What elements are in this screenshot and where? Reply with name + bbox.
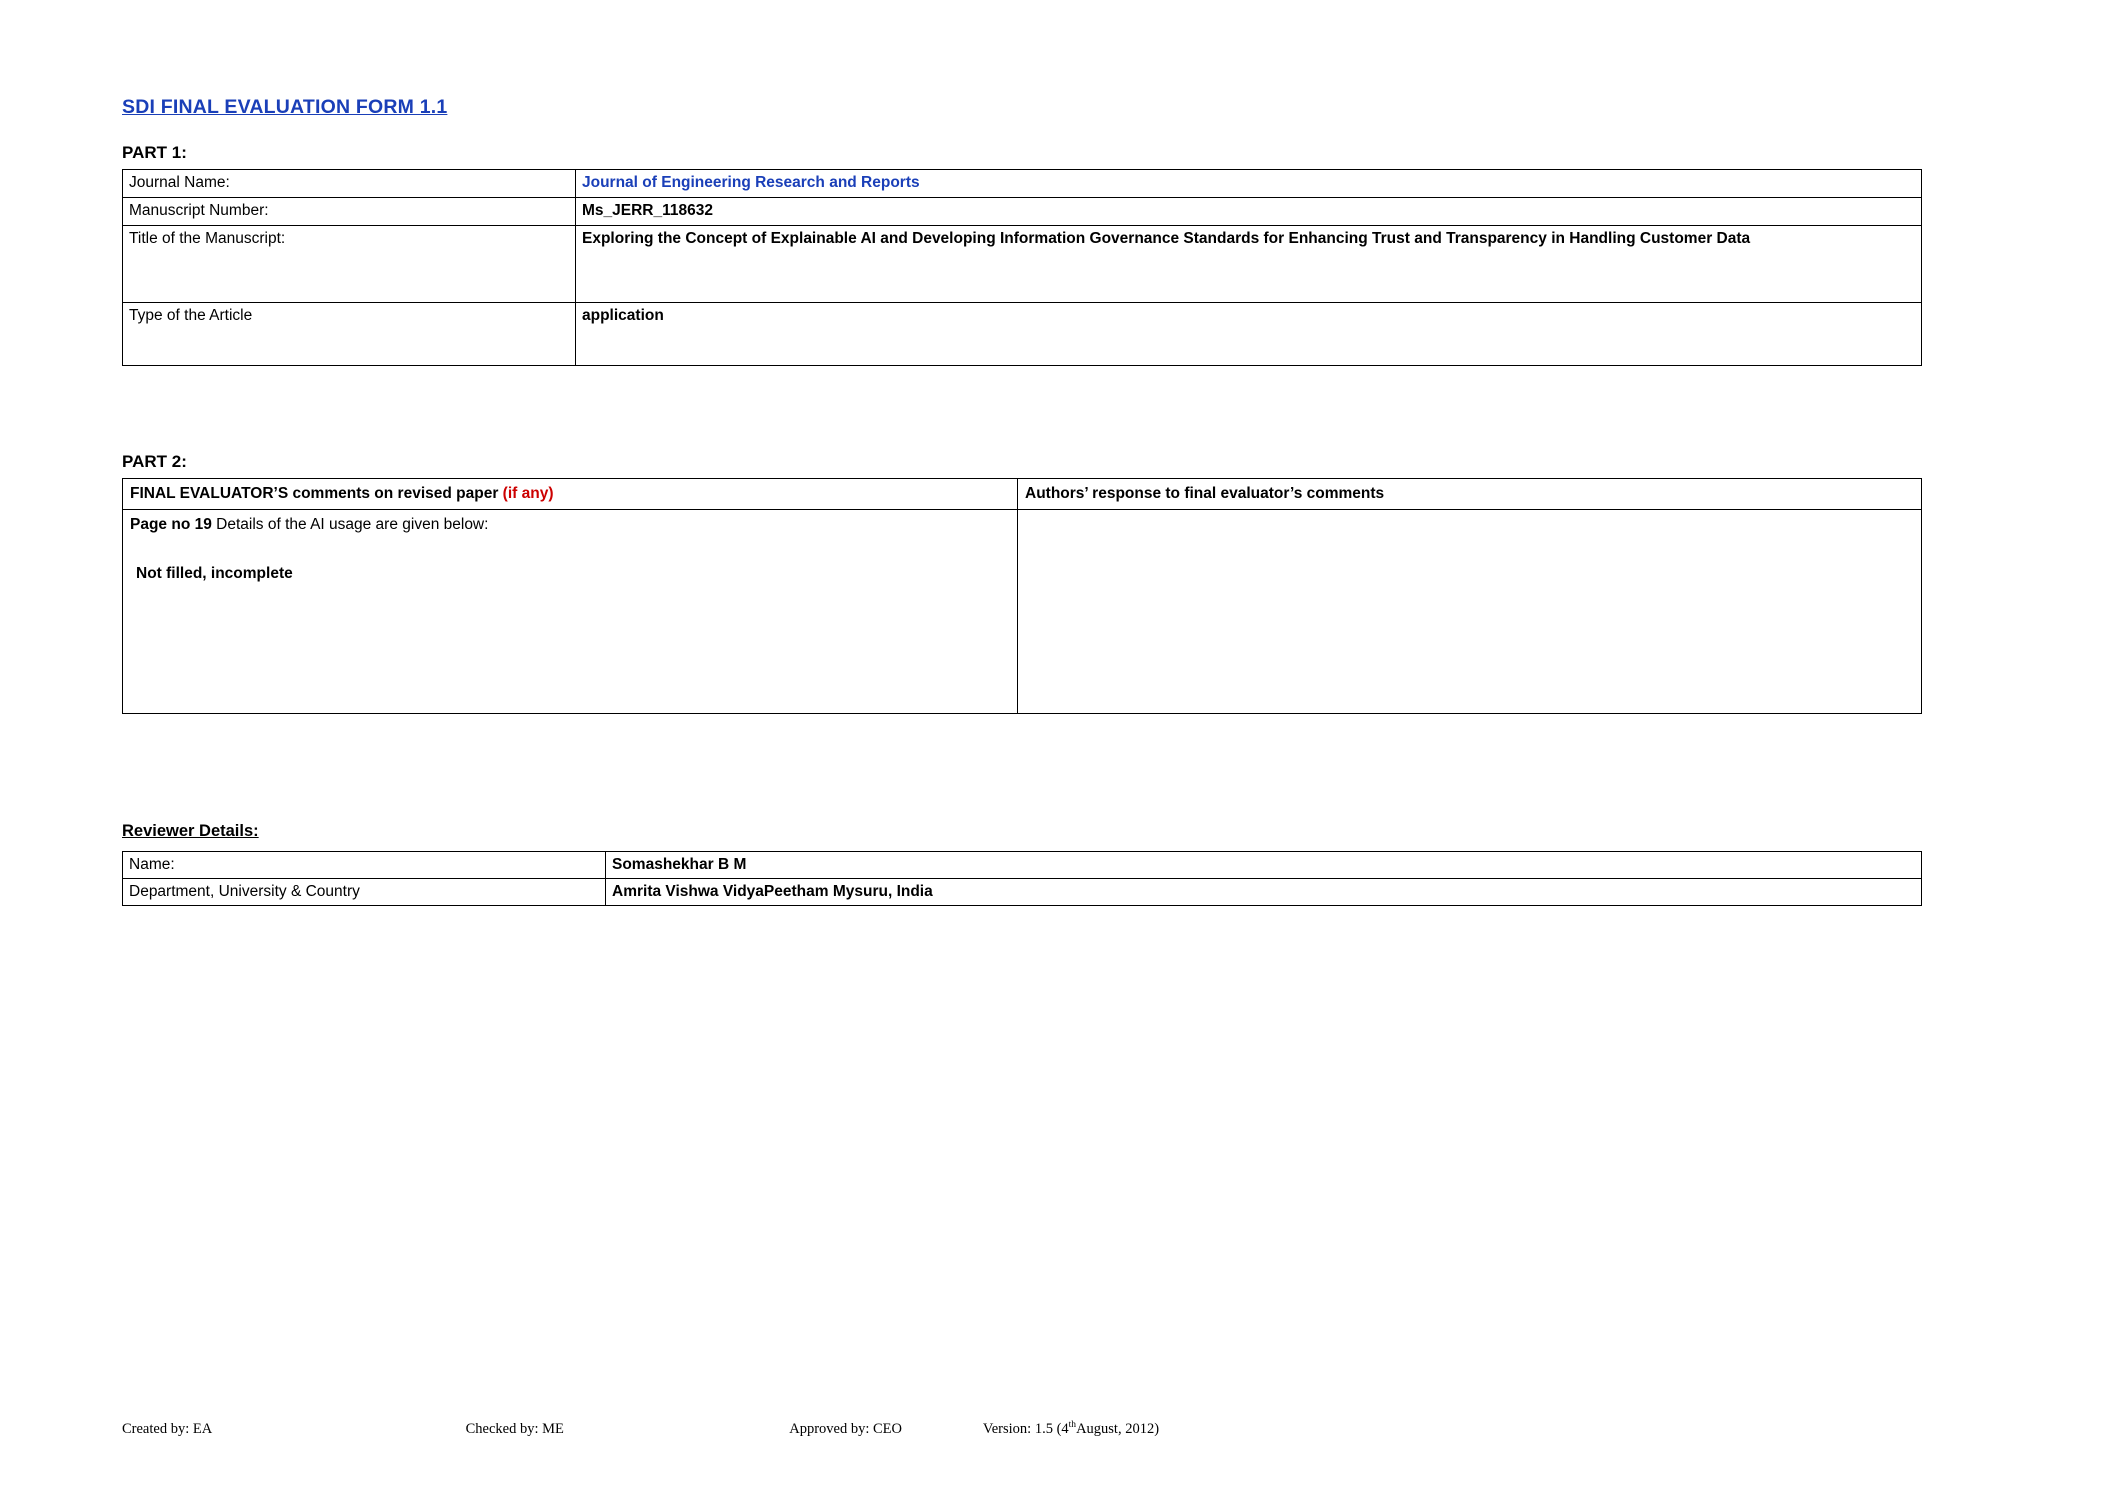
table-row: [123, 878, 1922, 905]
evaluator-comments-header-note: (if any): [502, 484, 554, 502]
footer-version-post: August, 2012): [1076, 1420, 1160, 1437]
table-row: [123, 851, 1922, 878]
page-footer: [122, 1420, 1922, 1438]
footer-approved-by: Approved by: CEO: [789, 1420, 903, 1437]
reviewer-affiliation-label: Department, University & Country: [123, 878, 606, 905]
table-row: [123, 170, 1922, 198]
journal-name-label: Journal Name:: [123, 170, 576, 198]
journal-name-value: Journal of Engineering Research and Reports: [576, 170, 1922, 198]
comment-page-no: Page no 19: [130, 515, 212, 533]
article-type-label: Type of the Article: [123, 302, 576, 365]
evaluator-comments-cell: [123, 509, 1018, 713]
reviewer-name-value: Somashekhar B M: [606, 851, 1922, 878]
authors-response-cell[interactable]: [1018, 509, 1922, 713]
table-row: [123, 302, 1922, 365]
authors-response-header: Authors’ response to final evaluator’s comments: [1018, 478, 1922, 509]
spacer-part2-reviewer: [122, 714, 1922, 822]
table-row: [123, 225, 1922, 302]
part1-table: [122, 169, 1922, 366]
manuscript-title-label: Title of the Manuscript:: [123, 225, 576, 302]
document-content: [122, 96, 1922, 906]
part2-table: [122, 478, 1922, 714]
comment-text: Details of the AI usage are given below:: [216, 515, 489, 533]
manuscript-number-label: Manuscript Number:: [123, 197, 576, 225]
part2-label: PART 2:: [122, 451, 187, 471]
evaluator-comments-header: [123, 478, 1018, 509]
footer-version-sup: th: [1068, 1420, 1077, 1430]
footer-version: [983, 1420, 1159, 1438]
spacer-part1-part2: [122, 366, 1922, 452]
reviewer-details-label: Reviewer Details:: [122, 821, 259, 840]
footer-version-pre: Version: 1.5 (4: [982, 1420, 1069, 1437]
manuscript-title-value: Exploring the Concept of Explainable AI and Developing Information Governance Standards for Enhancing Trust and Transparency in Handling Customer Data: [576, 225, 1922, 302]
reviewer-affiliation-value: Amrita Vishwa VidyaPeetham Mysuru, India: [606, 878, 1922, 905]
manuscript-number-value: Ms_JERR_118632: [576, 197, 1922, 225]
reviewer-name-label: Name:: [123, 851, 606, 878]
part1-label: PART 1:: [122, 143, 187, 162]
table-row: [123, 478, 1922, 509]
comment-status: Not filled, incomplete: [136, 565, 293, 583]
footer-checked-by: Checked by: ME: [465, 1420, 564, 1437]
table-row: [123, 197, 1922, 225]
page-title: SDI FINAL EVALUATION FORM 1.1: [122, 96, 448, 118]
footer-created-by: Created by: EA: [122, 1420, 213, 1437]
article-type-value: application: [576, 302, 1922, 365]
evaluator-comments-header-text: FINAL EVALUATOR’S comments on revised paper: [130, 484, 499, 502]
reviewer-table: [122, 851, 1922, 906]
table-row: [123, 509, 1922, 713]
